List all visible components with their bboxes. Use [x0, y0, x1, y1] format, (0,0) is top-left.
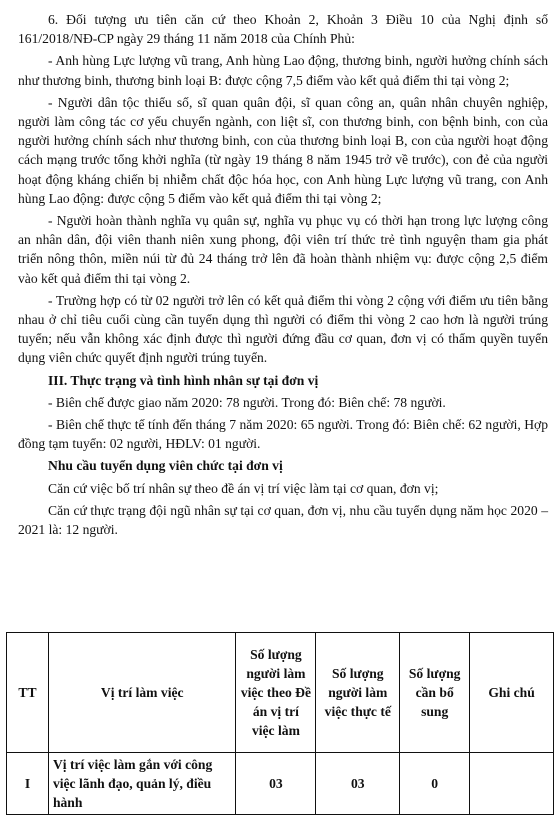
paragraph-basis-1: Căn cứ việc bố trí nhân sự theo đề án vị trí việc làm tại cơ quan, đơn vị; [48, 480, 439, 496]
table-row [7, 753, 554, 815]
cell-needed: 0 [400, 753, 470, 815]
cell-position: Vị trí việc làm gắn với công việc lãnh đạo, quản lý, điều hành [48, 753, 236, 815]
section-heading-iii: III. Thực trạng và tình hình nhân sự tại đơn vị [48, 372, 319, 388]
paragraph-tie-rule: - Trường hợp có từ 02 người trở lên có kết quả điểm thi vòng 2 cộng với điểm ưu tiên bằng nhau ở chỉ tiêu cuối cùng cần tuyển dụng thì người có điểm thi vòng 2 cao hơn là người trúng tuyển; nếu vẫn không xác định được thì người đứng đầu cơ quan, đơn vị có thẩm quyền tuyển dụng viên chức quyết định người trúng tuyển. [18, 292, 548, 366]
paragraph-assigned-staff: - Biên chế được giao năm 2020: 78 người. Trong đó: Biên chế: 78 người. [48, 394, 446, 410]
header-planned: Số lượng người làm việc theo Đề án vị trí việc làm [236, 633, 316, 753]
cell-planned: 03 [236, 753, 316, 815]
header-needed: Số lượng cần bổ sung [400, 633, 470, 753]
cell-tt: I [7, 753, 49, 815]
header-tt: TT [7, 633, 49, 753]
paragraph-priority-2-5: - Người hoàn thành nghĩa vụ quân sự, nghĩa vụ phục vụ có thời hạn trong lực lượng công an nhân dân, đội viên thanh niên xung phong, đội viên trí thức trẻ tình nguyện tham gia phát triển nông thôn, miền núi từ đủ 24 tháng trở lên đã hoàn thành nhiệm vụ: được cộng 2,5 điểm vào kết quả điểm thi tại vòng 2. [18, 213, 548, 286]
paragraph-actual-staff: - Biên chế thực tế tính đến tháng 7 năm 2020: 65 người. Trong đó: Biên chế: 62 người, Hợp đồng tạm tuyển: 02 người, HĐLV: 01 người. [18, 417, 548, 452]
table-header-row [7, 633, 554, 753]
subheading-recruitment-needs: Nhu cầu tuyển dụng viên chức tại đơn vị [48, 458, 283, 474]
paragraph-basis-2: Căn cứ thực trạng đội ngũ nhân sự tại cơ quan, đơn vị, nhu cầu tuyển dụng năm học 2020 – 2021 là: 12 người. [18, 502, 548, 538]
header-actual: Số lượng người làm việc thực tế [316, 633, 400, 753]
cell-actual: 03 [316, 753, 400, 815]
paragraph-priority-5: - Người dân tộc thiểu số, sĩ quan quân đội, sĩ quan công an, quân nhân chuyên nghiệp, người làm công tác cơ yếu chuyển ngành, con liệt sĩ, con thương binh, con bệnh binh, con của người hưởng chính sách như thương binh, con của thương binh loại B, con của người hoạt động cách mạng trước tổng khởi nghĩa (từ ngày 19 tháng 8 năm 1945 trở về trước), con đẻ của người hoạt động kháng chiến bị nhiễm chất độc hóa học, con Anh hùng Lực lượng vũ trang, con Anh hùng Lao động: được cộng 5 điểm vào kết quả điểm thi tại vòng 2; [18, 94, 548, 206]
paragraph-priority-7-5: - Anh hùng Lực lượng vũ trang, Anh hùng Lao động, thương binh, người hưởng chính sách như thương binh, thương binh loại B: được cộng 7,5 điểm vào kết quả điểm thi tại vòng 2; [18, 53, 548, 88]
header-position: Vị trí làm việc [48, 633, 236, 753]
paragraph-priority-intro: 6. Đối tượng ưu tiên căn cứ theo Khoản 2, Khoản 3 Điều 10 của Nghị định số 161/2018/NĐ-CP ngày 29 tháng 11 năm 2018 của Chính Phủ: [18, 12, 548, 47]
cell-notes [470, 753, 554, 815]
header-notes: Ghi chú [470, 633, 554, 753]
staffing-table [6, 632, 554, 815]
